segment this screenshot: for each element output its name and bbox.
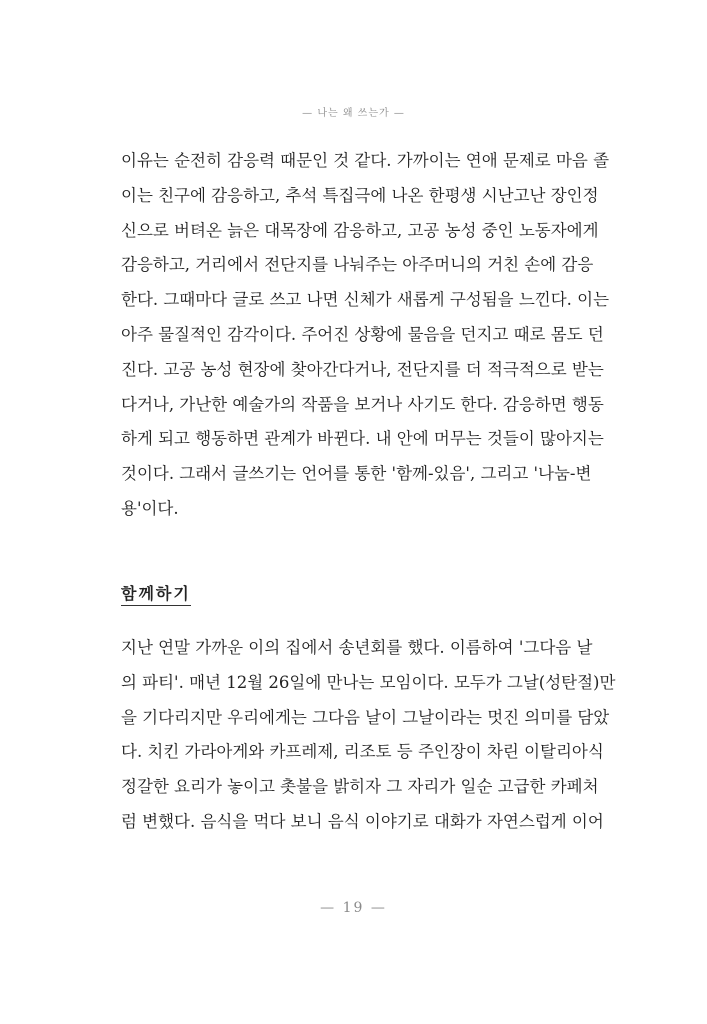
paragraph-line: 이유는 순전히 감응력 때문인 것 같다. 가까이는 연애 문제로 마음 졸 bbox=[121, 151, 610, 170]
paragraph-line: 다거나, 가난한 예술가의 작품을 보거나 사기도 한다. 감응하면 행동 bbox=[121, 394, 604, 414]
body-paragraph-1 bbox=[121, 144, 610, 527]
paragraph-line: 이는 친구에 감응하고, 추석 특집극에 나온 한평생 시난고난 장인정 bbox=[121, 185, 599, 205]
section-heading: 함께하기 bbox=[121, 584, 191, 603]
running-header: — 나는 왜 쓰는가 — bbox=[302, 108, 405, 119]
paragraph-line: 것이다. 그래서 글쓰기는 언어를 통한 '함께-있음', 그리고 '나눔-변 bbox=[121, 464, 592, 484]
paragraph-line: 을 기다리지만 우리에게는 그다음 날이 그날이라는 멋진 의미를 담았 bbox=[121, 707, 610, 727]
body-paragraph-2 bbox=[121, 631, 616, 840]
page-number: — 19 — bbox=[320, 900, 387, 916]
paragraph-line: 의 파티'. 매년 12월 26일에 만나는 모임이다. 모두가 그날(성탄절)만 bbox=[121, 672, 616, 692]
paragraph-line: 하게 되고 행동하면 관계가 바뀐다. 내 안에 머무는 것들이 많아지는 bbox=[121, 429, 604, 449]
section-heading-underline bbox=[121, 605, 191, 606]
paragraph-line: 감응하고, 거리에서 전단지를 나눠주는 아주머니의 거친 손에 감응 bbox=[121, 255, 594, 275]
paragraph-line: 다. 치킨 가라아게와 카프레제, 리조토 등 주인장이 차린 이탈리아식 bbox=[121, 742, 604, 762]
paragraph-line: 진다. 고공 농성 현장에 찾아간다거나, 전단지를 더 적극적으로 받는 bbox=[121, 359, 604, 379]
paragraph-line: 신으로 버텨온 늙은 대목장에 감응하고, 고공 농성 중인 노동자에게 bbox=[121, 220, 599, 240]
paragraph-line: 한다. 그때마다 글로 쓰고 나면 신체가 새롭게 구성됨을 느낀다. 이는 bbox=[121, 290, 610, 310]
paragraph-line: 정갈한 요리가 놓이고 촛불을 밝히자 그 자리가 일순 고급한 카페처 bbox=[121, 777, 599, 797]
paragraph-line: 지난 연말 가까운 이의 집에서 송년회를 했다. 이름하여 '그다음 날 bbox=[121, 638, 593, 657]
paragraph-line: 용'이다. bbox=[121, 498, 179, 518]
paragraph-line: 럼 변했다. 음식을 먹다 보니 음식 이야기로 대화가 자연스럽게 이어 bbox=[121, 811, 604, 831]
paragraph-line: 아주 물질적인 감각이다. 주어진 상황에 물음을 던지고 때로 몸도 던 bbox=[121, 324, 604, 344]
